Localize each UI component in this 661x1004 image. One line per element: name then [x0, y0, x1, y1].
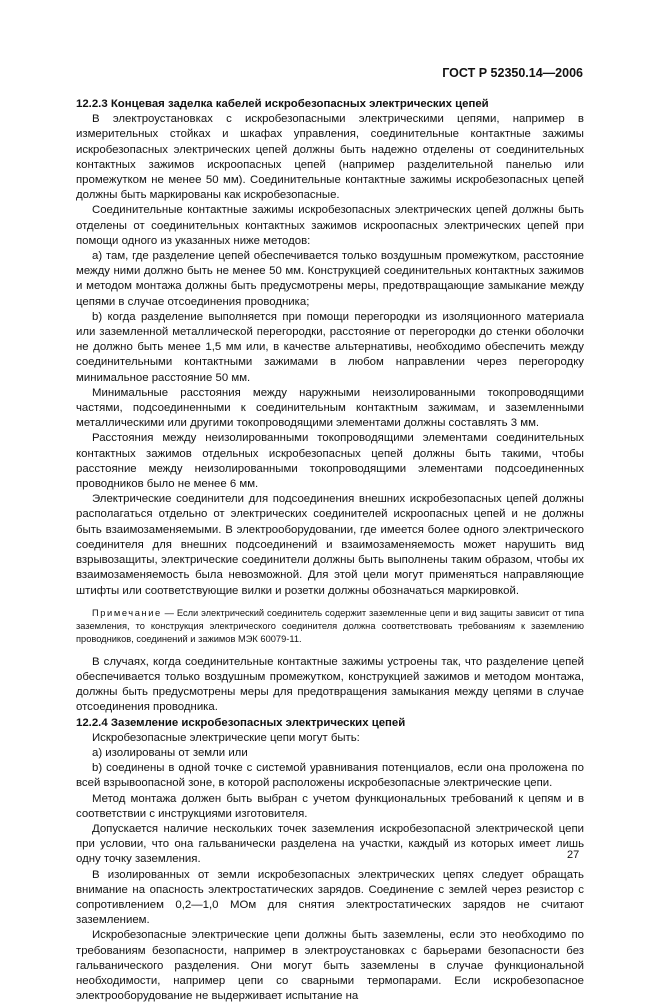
page-number: 27 [567, 849, 580, 861]
section-heading-12-2-4: 12.2.4 Заземление искробезопасных электрических цепей [76, 716, 406, 729]
note [76, 607, 584, 646]
paragraph: Метод монтажа должен быть выбран с учетом функциональных требований к цепям и в соответствии с инструкциями изготовителя. [76, 792, 584, 820]
paragraph: В электроустановках с искробезопасными электрическими цепями, например в измерительных стойках и шкафах управления, соединительные контактные зажимы искробезопасных электрических цепей должны быть надежно отделены от соединительных контактных зажимов искроопасных цепей (например разделительной панелью или промежутком не менее 50 мм). Соединительные контактные зажимы искробезопасных цепей должны быть маркированы как искробезопасные. [76, 113, 584, 202]
paragraph: Соединительные контактные зажимы искробезопасных электрических цепей должны быть отделены от соединительных контактных зажимов искроопасных электрических цепей при помощи одного из указанных ниже методов: [76, 204, 584, 247]
paragraph: В случаях, когда соединительные контактные зажимы устроены так, что разделение цепей обеспечивается только воздушным промежутком, конструкцией зажимов и методом монтажа, должны быть предусмотрены меры для предотвращения замыкания между цепями в случае отсоединения проводника. [76, 655, 584, 714]
list-item-b: b) соединены в одной точке с системой уравнивания потенциалов, если она проложена по всей взрывоопасной зоне, в которой расположены искробезопасные электрические цепи. [76, 762, 584, 790]
list-item-a: а) там, где разделение цепей обеспечивается только воздушным промежутком, расстояние между ними должно быть не менее 50 мм. Конструкцией соединительных контактных зажимов и методом монтажа должны быть предусмотрены меры, предотвращающие замыкание между цепями в случае отсоединения проводника; [76, 250, 584, 308]
paragraph: Расстояния между неизолированными токопроводящими элементами соединительных контактных зажимов отдельных искробезопасных цепей должны быть такими, чтобы расстояние между неизолированными токопроводящими элементами подсоединенных проводников было не менее 6 мм. [76, 432, 584, 491]
page-content [76, 97, 584, 1004]
paragraph: Допускается наличие нескольких точек заземления искробезопасной электрической цепи при условии, что она гальванически разделена на участки, каждый из которых имеет лишь одну точку заземления. [76, 822, 584, 866]
list-item-b: b) когда разделение выполняется при помощи перегородки из изоляционного материала или заземленной металлической перегородки, расстояние от перегородки до стенки оболочки не должно быть менее 1,5 мм или, в качестве альтернативы, необходимо обеспечить между соединительными контактными зажимами в любом направлении через перегородку минимальное расстояние 50 мм. [76, 310, 584, 384]
document-code: ГОСТ Р 52350.14—2006 [442, 66, 583, 80]
paragraph: Электрические соединители для подсоединения внешних искробезопасных цепей должны располагаться отдельно от электрических соединителей искроопасных цепей и не должны быть взаимозаменяемыми. В электрооборудовании, где имеется более одного электрического соединителя для внешних подсоединений и взаимозаменяемость может нарушить вид взрывозащиты, электрические соединители должны быть выполнены таким образом, чтобы их взаимозаменяемость была невозможной. Для этой цели могут применяться направляющие штифты или соответствующие вилки и розетки должны обозначаться маркировкой. [76, 493, 584, 597]
paragraph: В изолированных от земли искробезопасных электрических цепях следует обращать внимание на опасность электростатических зарядов. Соединение с землей через резистор с сопротивлением 0,2—1,0 МОм для снятия электростатических зарядов не считают заземлением. [76, 868, 584, 927]
list-item-a: а) изолированы от земли или [92, 746, 248, 759]
paragraph: Искробезопасные электрические цепи должны быть заземлены, если это необходимо по требованиям безопасности, например в электроустановках с барьерами безопасности без гальванического разделения. Они могут быть заземлены в случае функциональной необходимости, например цепи со сварными термопарами. Если искробезопасное электрооборудование не выдерживает испытание на [76, 929, 584, 1003]
note-label: Примечание [92, 607, 162, 618]
section-heading-12-2-3: 12.2.3 Концевая заделка кабелей искробезопасных электрических цепей [76, 98, 489, 110]
paragraph: Минимальные расстояния между наружными неизолированными токопроводящими частями, подсоединенными к соединительным контактным зажимам, и заземленными металлическими или другими токопроводящими элементами должны составлять 3 мм. [76, 386, 584, 430]
note-text: — Если электрический соединитель содержит заземленные цепи и вид защиты зависит от типа заземления, то конструкция электрического соединителя должна соответствовать требованиям к заземлению проводников, соединений и зажимов МЭК 60079-11. [76, 607, 584, 644]
paragraph: Искробезопасные электрические цепи могут быть: [92, 731, 360, 744]
